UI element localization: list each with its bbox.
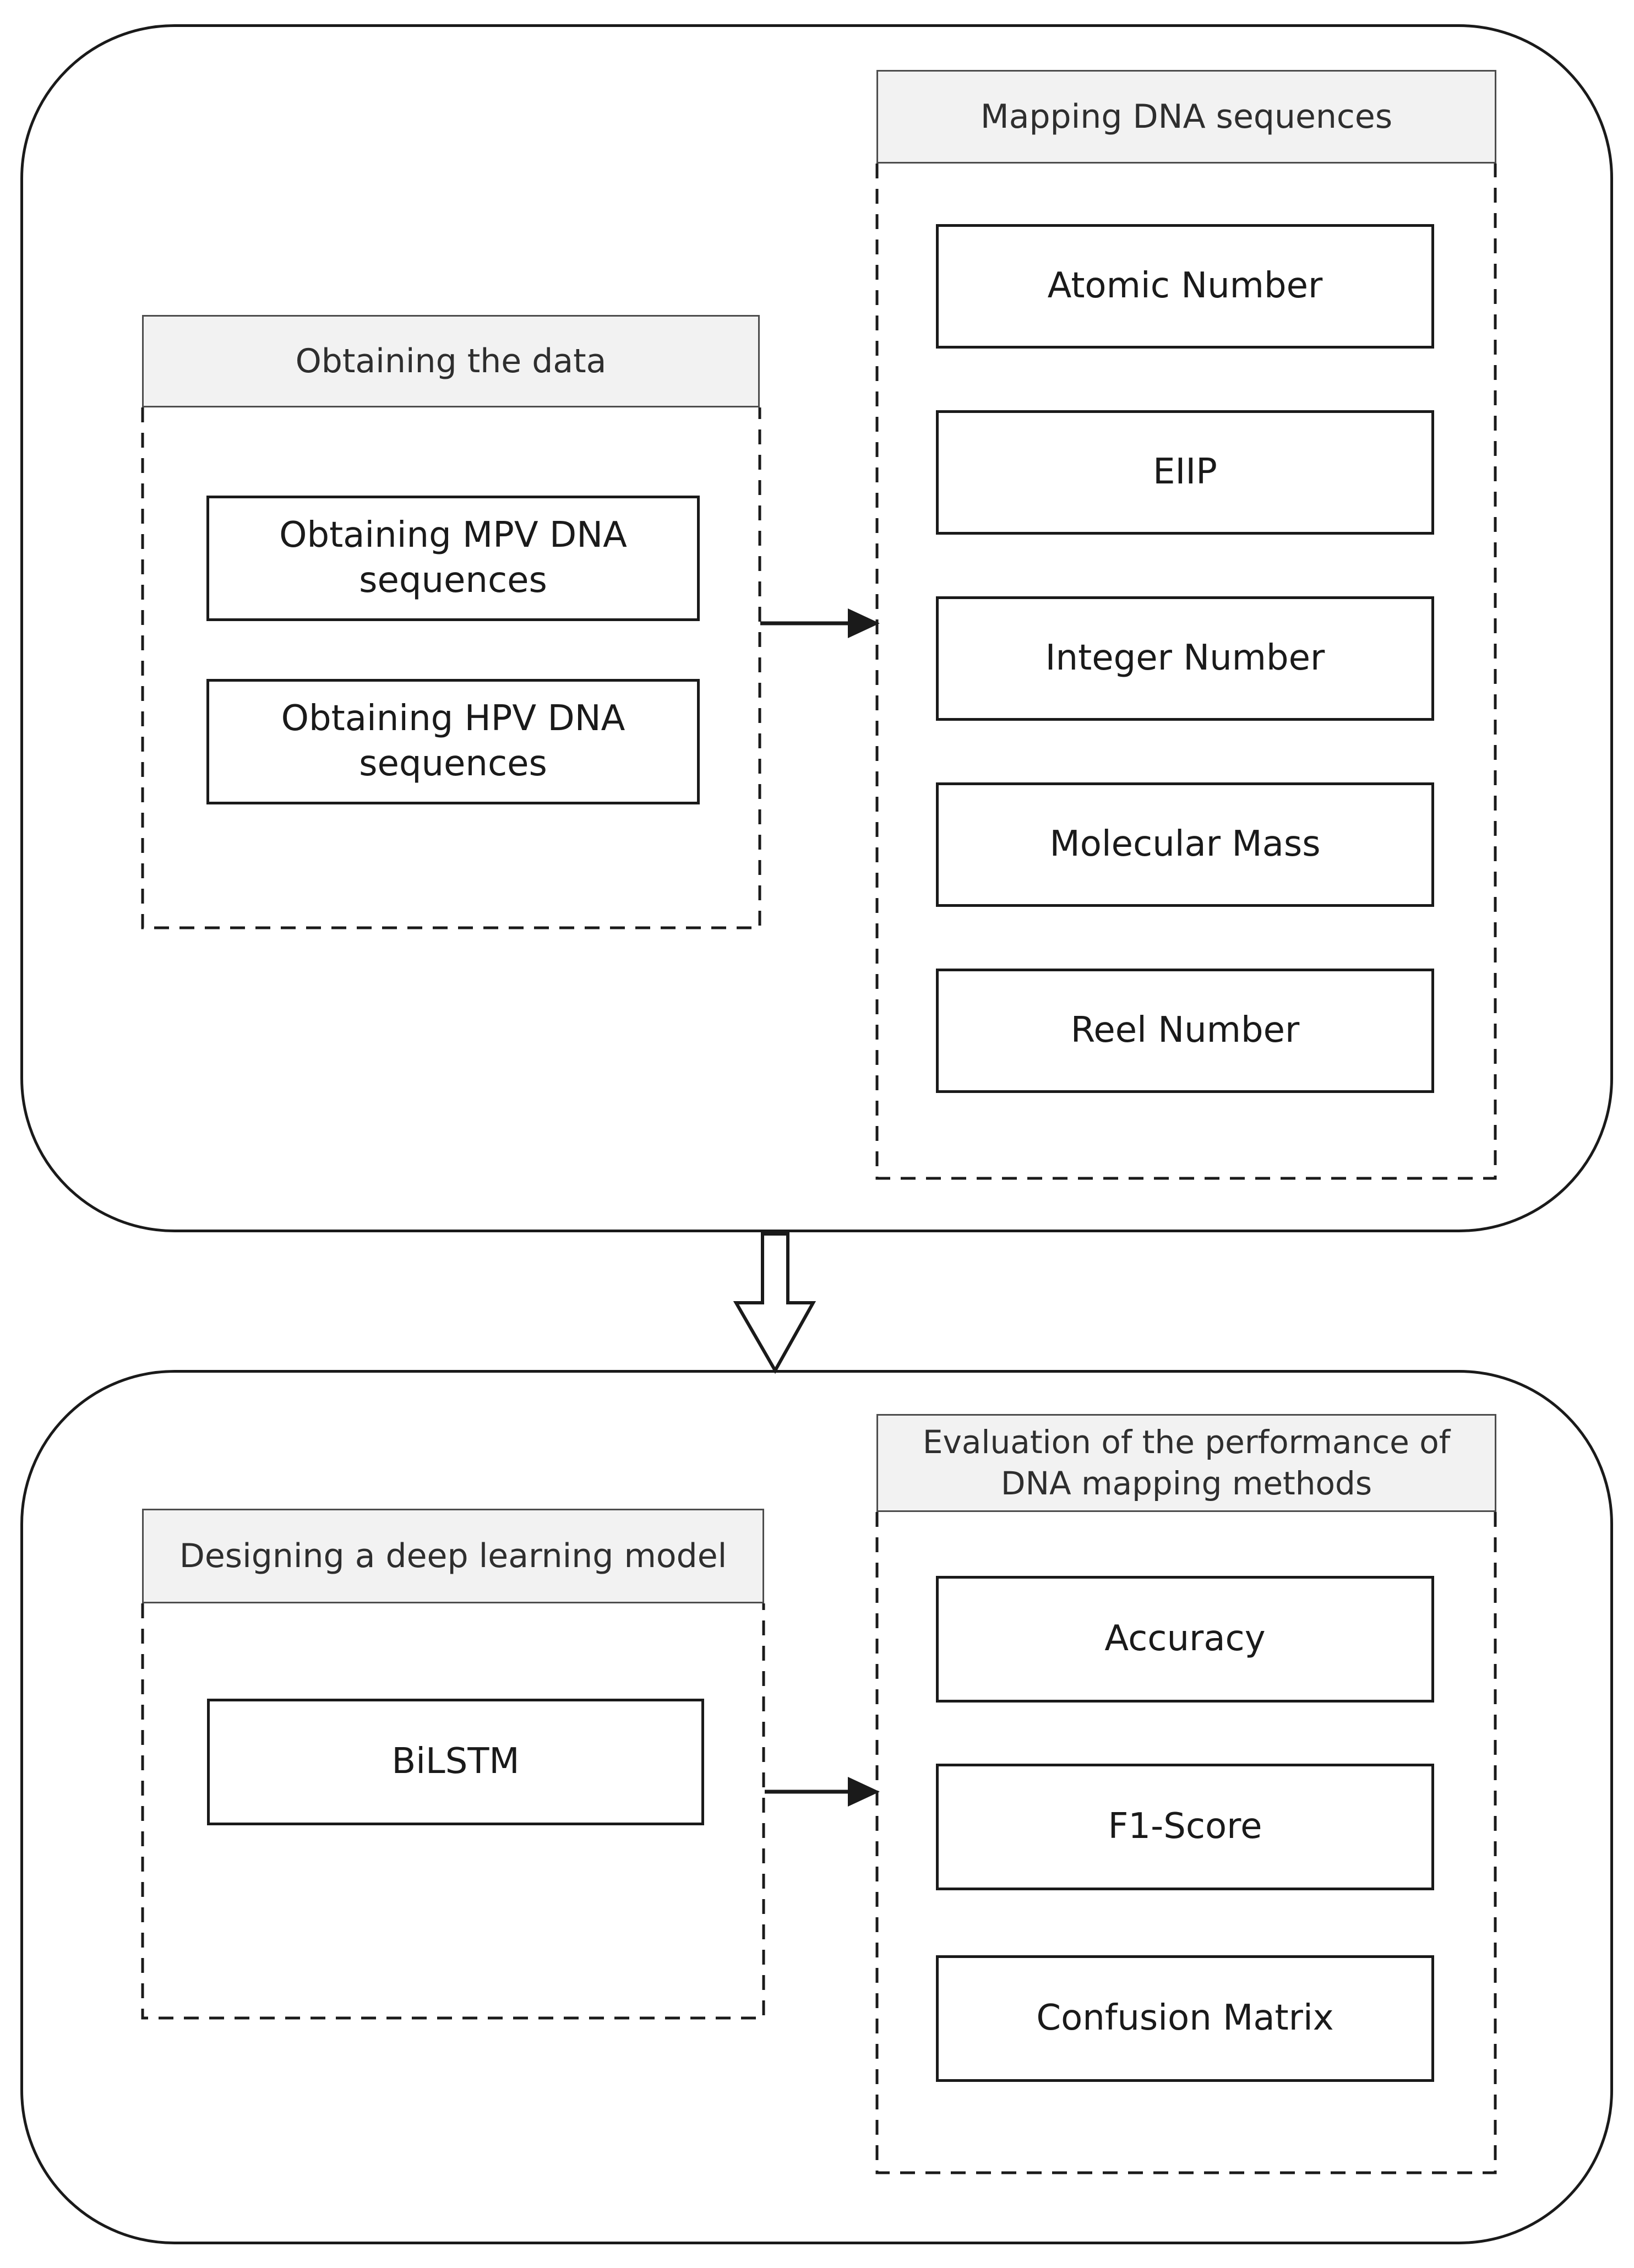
designing-model-header: Designing a deep learning model [142,1509,764,1603]
down-arrow-icon [736,1234,813,1370]
box-reel-number: Reel Number [936,969,1434,1093]
evaluation-performance-header: Evaluation of the performance of DNA mapping methods [876,1414,1496,1512]
box-f1-score: F1-Score [936,1764,1434,1890]
mapping-dna-sequences-header: Mapping DNA sequences [876,70,1496,164]
box-eiip: EIIP [936,410,1434,535]
box-integer-number: Integer Number [936,596,1434,721]
box-obtaining-mpv-dna-sequences: Obtaining MPV DNA sequences [206,496,700,621]
obtaining-data-header: Obtaining the data [142,315,760,407]
box-molecular-mass: Molecular Mass [936,782,1434,907]
box-atomic-number: Atomic Number [936,224,1434,349]
box-confusion-matrix: Confusion Matrix [936,1955,1434,2082]
box-obtaining-hpv-dna-sequences: Obtaining HPV DNA sequences [206,679,700,804]
box-accuracy: Accuracy [936,1576,1434,1703]
box-bilstm: BiLSTM [207,1699,704,1825]
